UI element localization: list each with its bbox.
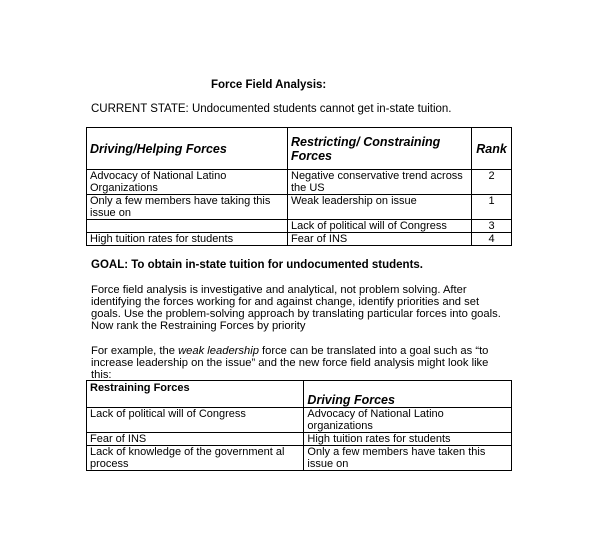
header-driving-forces: Driving Forces [304,381,512,408]
header-restraining-forces: Restraining Forces [87,381,304,408]
example-emphasis: weak leadership [178,345,259,357]
table-row [87,233,512,246]
rank-cell: 1 [472,195,512,220]
restraining-force-cell: Fear of INS [87,433,304,446]
force-field-table [86,127,512,246]
table-row [87,195,512,220]
rank-cell: 2 [472,170,512,195]
document-title: Force Field Analysis: [211,79,327,91]
table-row [87,408,512,433]
goal-text: GOAL: To obtain in-state tuition for undocumented students. [91,259,423,271]
driving-force-cell: High tuition rates for students [87,233,288,246]
new-force-field-table [86,380,512,471]
table-row [87,446,512,471]
driving-force-cell: Only a few members have taken this issue on [304,446,512,471]
driving-force-cell: Only a few members have taking this issue on [87,195,288,220]
driving-force-cell: High tuition rates for students [304,433,512,446]
example-text-before: For example, the [91,345,179,357]
table-row [87,220,512,233]
header-rank: Rank [472,128,512,170]
analysis-paragraph: Force field analysis is investigative and analytical, not problem solving. After identifying the forces working for and against change, identify priorities and set goals. Use the problem-solving approach by translating particular forces into goals. Now rank the Restraining Forces by priority [91,284,501,332]
rank-cell: 3 [472,220,512,233]
restraining-force-cell: Lack of political will of Congress [87,408,304,433]
driving-force-cell: Advocacy of National Latino organizations [304,408,512,433]
table-header-row [87,128,512,170]
header-driving-forces: Driving/Helping Forces [87,128,288,170]
table-row [87,433,512,446]
header-restricting-forces: Restricting/ Constraining Forces [288,128,472,170]
restricting-force-cell: Negative conservative trend across the US [288,170,472,195]
driving-force-cell [87,220,288,233]
table-header-row [87,381,512,408]
rank-cell: 4 [472,233,512,246]
restraining-force-cell: Lack of knowledge of the government al process [87,446,304,471]
table-row [87,170,512,195]
current-state-text: CURRENT STATE: Undocumented students cannot get in-state tuition. [91,103,452,115]
restricting-force-cell: Lack of political will of Congress [288,220,472,233]
driving-force-cell: Advocacy of National Latino Organizations [87,170,288,195]
example-paragraph [91,345,511,381]
restricting-force-cell: Weak leadership on issue [288,195,472,220]
restricting-force-cell: Fear of INS [288,233,472,246]
example-text-after: force can be translated into a goal such as “to increase leadership on the issue” and the new force field analysis might look like this: [91,345,489,381]
